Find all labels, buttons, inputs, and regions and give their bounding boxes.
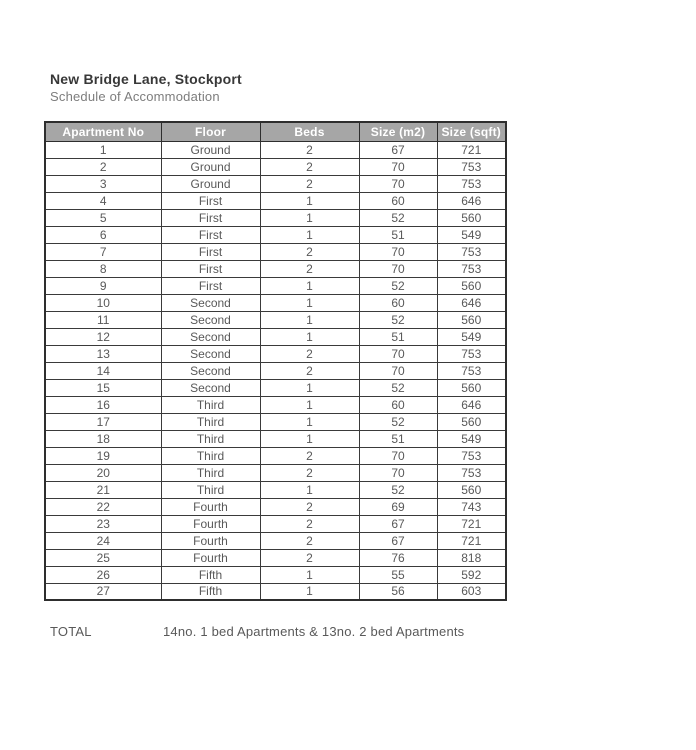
- cell-apartment-no: 16: [45, 396, 161, 413]
- table-row: [45, 481, 506, 498]
- cell-size-sqft: 753: [437, 464, 506, 481]
- cell-apartment-no: 22: [45, 498, 161, 515]
- cell-floor: Ground: [161, 158, 260, 175]
- cell-size-sqft: 560: [437, 209, 506, 226]
- cell-beds: 1: [260, 277, 359, 294]
- cell-beds: 1: [260, 328, 359, 345]
- cell-size-m2: 52: [359, 277, 437, 294]
- table-row: [45, 413, 506, 430]
- cell-size-m2: 60: [359, 396, 437, 413]
- table-row: [45, 226, 506, 243]
- cell-beds: 2: [260, 175, 359, 192]
- table-row: [45, 277, 506, 294]
- cell-apartment-no: 24: [45, 532, 161, 549]
- cell-size-sqft: 592: [437, 566, 506, 583]
- cell-beds: 2: [260, 260, 359, 277]
- table-row: [45, 345, 506, 362]
- cell-beds: 1: [260, 379, 359, 396]
- cell-size-sqft: 753: [437, 158, 506, 175]
- cell-floor: First: [161, 226, 260, 243]
- cell-size-m2: 70: [359, 158, 437, 175]
- cell-size-sqft: 549: [437, 328, 506, 345]
- cell-size-m2: 52: [359, 413, 437, 430]
- cell-size-sqft: 743: [437, 498, 506, 515]
- cell-size-m2: 70: [359, 175, 437, 192]
- cell-floor: First: [161, 243, 260, 260]
- cell-size-sqft: 549: [437, 430, 506, 447]
- cell-apartment-no: 12: [45, 328, 161, 345]
- cell-size-m2: 51: [359, 226, 437, 243]
- cell-apartment-no: 25: [45, 549, 161, 566]
- cell-size-m2: 51: [359, 328, 437, 345]
- table-row: [45, 379, 506, 396]
- cell-beds: 2: [260, 498, 359, 515]
- cell-beds: 2: [260, 532, 359, 549]
- header-size-sqft: Size (sqft): [437, 122, 506, 141]
- cell-floor: Second: [161, 311, 260, 328]
- cell-size-m2: 52: [359, 379, 437, 396]
- table-row: [45, 396, 506, 413]
- cell-beds: 2: [260, 362, 359, 379]
- cell-size-m2: 76: [359, 549, 437, 566]
- cell-floor: First: [161, 209, 260, 226]
- cell-size-sqft: 753: [437, 362, 506, 379]
- cell-beds: 1: [260, 583, 359, 600]
- cell-floor: Second: [161, 345, 260, 362]
- table-row: [45, 192, 506, 209]
- cell-size-m2: 60: [359, 294, 437, 311]
- cell-apartment-no: 1: [45, 141, 161, 158]
- cell-floor: Ground: [161, 141, 260, 158]
- total-summary: 14no. 1 bed Apartments & 13no. 2 bed Apartments: [163, 624, 465, 639]
- cell-floor: Third: [161, 430, 260, 447]
- cell-apartment-no: 6: [45, 226, 161, 243]
- cell-apartment-no: 3: [45, 175, 161, 192]
- cell-size-sqft: 646: [437, 192, 506, 209]
- cell-floor: First: [161, 260, 260, 277]
- cell-apartment-no: 19: [45, 447, 161, 464]
- cell-floor: Second: [161, 379, 260, 396]
- cell-size-sqft: 560: [437, 379, 506, 396]
- cell-size-sqft: 818: [437, 549, 506, 566]
- cell-beds: 2: [260, 549, 359, 566]
- total-label: TOTAL: [50, 624, 92, 639]
- cell-size-m2: 52: [359, 481, 437, 498]
- cell-size-m2: 60: [359, 192, 437, 209]
- table-row: [45, 362, 506, 379]
- cell-floor: Fifth: [161, 583, 260, 600]
- cell-floor: Second: [161, 362, 260, 379]
- cell-beds: 2: [260, 515, 359, 532]
- table-row: [45, 158, 506, 175]
- cell-beds: 2: [260, 158, 359, 175]
- cell-floor: First: [161, 192, 260, 209]
- cell-size-sqft: 721: [437, 532, 506, 549]
- cell-size-sqft: 646: [437, 294, 506, 311]
- table-row: [45, 464, 506, 481]
- table-row: [45, 498, 506, 515]
- cell-apartment-no: 13: [45, 345, 161, 362]
- table-row: [45, 447, 506, 464]
- cell-apartment-no: 2: [45, 158, 161, 175]
- page-subtitle: Schedule of Accommodation: [50, 89, 220, 104]
- cell-apartment-no: 23: [45, 515, 161, 532]
- cell-floor: Fifth: [161, 566, 260, 583]
- table-body: [45, 141, 506, 600]
- cell-apartment-no: 5: [45, 209, 161, 226]
- cell-apartment-no: 18: [45, 430, 161, 447]
- cell-apartment-no: 10: [45, 294, 161, 311]
- cell-apartment-no: 20: [45, 464, 161, 481]
- cell-apartment-no: 27: [45, 583, 161, 600]
- cell-size-m2: 52: [359, 209, 437, 226]
- cell-size-m2: 52: [359, 311, 437, 328]
- cell-apartment-no: 21: [45, 481, 161, 498]
- cell-size-m2: 67: [359, 532, 437, 549]
- cell-beds: 1: [260, 396, 359, 413]
- cell-beds: 1: [260, 413, 359, 430]
- cell-beds: 1: [260, 209, 359, 226]
- cell-size-sqft: 753: [437, 447, 506, 464]
- table-row: [45, 566, 506, 583]
- cell-size-sqft: 646: [437, 396, 506, 413]
- cell-floor: Third: [161, 447, 260, 464]
- cell-apartment-no: 4: [45, 192, 161, 209]
- cell-beds: 1: [260, 311, 359, 328]
- cell-size-m2: 70: [359, 243, 437, 260]
- cell-size-sqft: 560: [437, 481, 506, 498]
- cell-size-sqft: 721: [437, 515, 506, 532]
- cell-beds: 2: [260, 464, 359, 481]
- table-row: [45, 583, 506, 600]
- cell-beds: 2: [260, 243, 359, 260]
- cell-size-sqft: 560: [437, 413, 506, 430]
- cell-apartment-no: 26: [45, 566, 161, 583]
- cell-apartment-no: 14: [45, 362, 161, 379]
- page-title: New Bridge Lane, Stockport: [50, 71, 242, 87]
- cell-size-m2: 70: [359, 345, 437, 362]
- header-size-m2: Size (m2): [359, 122, 437, 141]
- total-line: [50, 624, 696, 639]
- cell-floor: Second: [161, 294, 260, 311]
- cell-beds: 1: [260, 192, 359, 209]
- cell-size-sqft: 753: [437, 345, 506, 362]
- cell-size-sqft: 753: [437, 175, 506, 192]
- cell-apartment-no: 8: [45, 260, 161, 277]
- cell-beds: 1: [260, 226, 359, 243]
- cell-floor: Fourth: [161, 498, 260, 515]
- table-row: [45, 515, 506, 532]
- header-floor: Floor: [161, 122, 260, 141]
- cell-floor: Third: [161, 464, 260, 481]
- cell-floor: Third: [161, 481, 260, 498]
- cell-size-sqft: 549: [437, 226, 506, 243]
- cell-floor: Fourth: [161, 532, 260, 549]
- cell-size-m2: 67: [359, 515, 437, 532]
- cell-apartment-no: 15: [45, 379, 161, 396]
- cell-floor: Fourth: [161, 549, 260, 566]
- table-row: [45, 209, 506, 226]
- cell-size-m2: 56: [359, 583, 437, 600]
- header-apartment-no: Apartment No: [45, 122, 161, 141]
- cell-beds: 1: [260, 430, 359, 447]
- cell-floor: Third: [161, 396, 260, 413]
- cell-size-m2: 67: [359, 141, 437, 158]
- cell-size-sqft: 560: [437, 277, 506, 294]
- cell-size-sqft: 753: [437, 260, 506, 277]
- cell-beds: 1: [260, 566, 359, 583]
- cell-beds: 2: [260, 447, 359, 464]
- cell-apartment-no: 7: [45, 243, 161, 260]
- cell-size-sqft: 560: [437, 311, 506, 328]
- table-row: [45, 532, 506, 549]
- cell-floor: Fourth: [161, 515, 260, 532]
- cell-apartment-no: 17: [45, 413, 161, 430]
- cell-beds: 2: [260, 141, 359, 158]
- table-row: [45, 175, 506, 192]
- cell-size-m2: 69: [359, 498, 437, 515]
- table-row: [45, 294, 506, 311]
- table-header-row: [45, 122, 506, 141]
- cell-size-m2: 70: [359, 464, 437, 481]
- cell-apartment-no: 9: [45, 277, 161, 294]
- cell-apartment-no: 11: [45, 311, 161, 328]
- table-row: [45, 311, 506, 328]
- cell-floor: First: [161, 277, 260, 294]
- cell-size-sqft: 603: [437, 583, 506, 600]
- table-row: [45, 141, 506, 158]
- cell-size-sqft: 721: [437, 141, 506, 158]
- cell-beds: 2: [260, 345, 359, 362]
- cell-size-m2: 55: [359, 566, 437, 583]
- cell-size-m2: 51: [359, 430, 437, 447]
- cell-size-m2: 70: [359, 447, 437, 464]
- table-row: [45, 243, 506, 260]
- cell-size-m2: 70: [359, 260, 437, 277]
- cell-floor: Second: [161, 328, 260, 345]
- accommodation-table: [44, 121, 507, 601]
- table-row: [45, 549, 506, 566]
- cell-size-m2: 70: [359, 362, 437, 379]
- cell-floor: Ground: [161, 175, 260, 192]
- table-row: [45, 260, 506, 277]
- header-beds: Beds: [260, 122, 359, 141]
- cell-beds: 1: [260, 294, 359, 311]
- cell-floor: Third: [161, 413, 260, 430]
- table-row: [45, 430, 506, 447]
- cell-size-sqft: 753: [437, 243, 506, 260]
- cell-beds: 1: [260, 481, 359, 498]
- table-row: [45, 328, 506, 345]
